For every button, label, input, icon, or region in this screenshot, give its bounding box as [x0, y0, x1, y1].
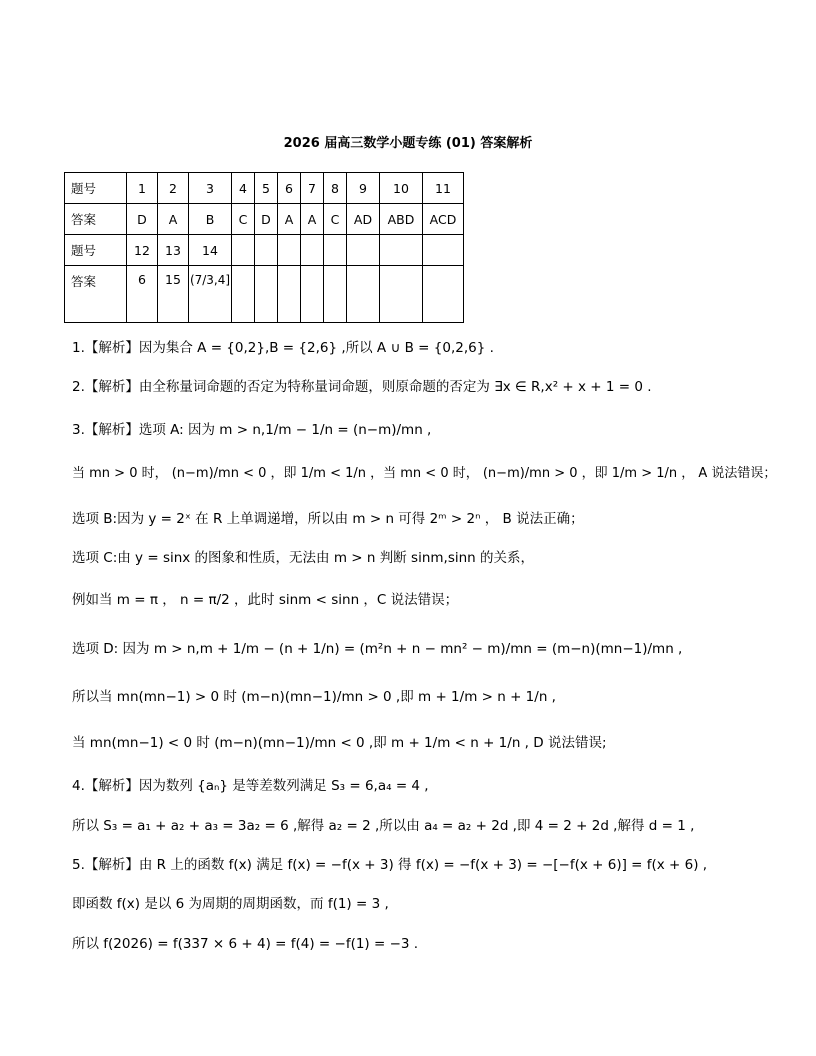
- table-cell: [347, 235, 380, 266]
- table-cell: [232, 266, 255, 323]
- table-cell: [255, 266, 278, 323]
- table-cell: 6: [278, 173, 301, 204]
- table-cell: ABD: [380, 204, 423, 235]
- solution-3-case-a: 当 mn > 0 时， (n−m)/mn < 0 ，即 1/m < 1/n ，当 mn < 0 时， (n−m)/mn > 0 ，即 1/m > 1/n ， A 说法错误；: [72, 466, 777, 481]
- table-cell: 15: [158, 266, 189, 323]
- table-row: [65, 266, 464, 323]
- table-cell: [324, 235, 347, 266]
- table-row: [65, 204, 464, 235]
- table-cell: [301, 266, 324, 323]
- table-cell: 13: [158, 235, 189, 266]
- table-cell: 8: [324, 173, 347, 204]
- table-cell: B: [189, 204, 232, 235]
- row-header: 题号: [65, 173, 127, 204]
- table-cell: [380, 266, 423, 323]
- table-row: [65, 173, 464, 204]
- table-cell: 1: [127, 173, 158, 204]
- table-cell: [423, 235, 464, 266]
- table-cell: [301, 235, 324, 266]
- table-cell: D: [255, 204, 278, 235]
- table-cell: C: [232, 204, 255, 235]
- table-cell: 3: [189, 173, 232, 204]
- table-cell: A: [301, 204, 324, 235]
- table-cell: 9: [347, 173, 380, 204]
- table-cell: [278, 235, 301, 266]
- interval-answer: (7/3,4]: [189, 273, 231, 287]
- row-header: 题号: [65, 235, 127, 266]
- table-cell: 14: [189, 235, 232, 266]
- solution-3-option-c: 选项 C:由 y = sinx 的图象和性质，无法由 m > n 判断 sinm,sinn 的关系，: [72, 550, 535, 566]
- page-title: 2026 届高三数学小题专练 (01) 答案解析: [283, 136, 533, 151]
- table-cell: 7: [301, 173, 324, 204]
- solution-3-option-b: 选项 B:因为 y = 2ˣ 在 R 上单调递增，所以由 m > n 可得 2ᵐ > 2ⁿ ， B 说法正确；: [72, 511, 584, 527]
- row-header: 答案: [65, 204, 127, 235]
- table-cell: ACD: [423, 204, 464, 235]
- table-cell: [423, 266, 464, 323]
- table-cell: A: [278, 204, 301, 235]
- table-cell: 5: [255, 173, 278, 204]
- table-cell: [324, 266, 347, 323]
- solution-4: 4.【解析】因为数列 {aₙ} 是等差数列满足 S₃ = 6,a₄ = 4 ,: [72, 778, 429, 794]
- table-row: [65, 235, 464, 266]
- solution-5: 5.【解析】由 R 上的函数 f(x) 满足 f(x) = −f(x + 3) 得 f(x) = −f(x + 3) = −[−f(x + 6)] = f(x + 6) ,: [72, 857, 708, 873]
- table-cell: [278, 266, 301, 323]
- solution-5-period: 即函数 f(x) 是以 6 为周期的周期函数，而 f(1) = 3 ,: [72, 896, 389, 912]
- solution-5-result: 所以 f(2026) = f(337 × 6 + 4) = f(4) = −f(1) = −3 .: [72, 936, 419, 952]
- solution-3-case-negative: 当 mn(mn−1) < 0 时 (m−n)(mn−1)/mn < 0 ,即 m + 1/m < n + 1/n , D 说法错误;: [72, 735, 607, 751]
- row-header: 答案: [65, 266, 127, 323]
- table-cell: [255, 235, 278, 266]
- table-cell: 10: [380, 173, 423, 204]
- table-cell: [380, 235, 423, 266]
- solution-3: 3.【解析】选项 A: 因为 m > n,1/m − 1/n = (n−m)/mn ,: [72, 422, 432, 438]
- solution-3-example: 例如当 m = π ， n = π/2 ，此时 sinm < sinn ，C 说法错误；: [72, 592, 459, 608]
- table-cell: [189, 266, 232, 323]
- table-cell: 2: [158, 173, 189, 204]
- table-cell: A: [158, 204, 189, 235]
- table-cell: 12: [127, 235, 158, 266]
- solution-3-case-positive: 所以当 mn(mn−1) > 0 时 (m−n)(mn−1)/mn > 0 ,即 m + 1/m > n + 1/n ,: [72, 689, 556, 705]
- table-cell: 4: [232, 173, 255, 204]
- table-cell: D: [127, 204, 158, 235]
- table-cell: 11: [423, 173, 464, 204]
- solution-3-option-d: 选项 D: 因为 m > n,m + 1/m − (n + 1/n) = (m²n + n − mn² − m)/mn = (m−n)(mn−1)/mn ,: [72, 641, 683, 657]
- table-cell: [347, 266, 380, 323]
- answer-table: [64, 172, 464, 323]
- table-cell: AD: [347, 204, 380, 235]
- solution-2: 2.【解析】由全称量词命题的否定为特称量词命题，则原命题的否定为 ∃x ∈ R,x² + x + 1 = 0 .: [72, 379, 652, 395]
- table-cell: [232, 235, 255, 266]
- solution-4-step: 所以 S₃ = a₁ + a₂ + a₃ = 3a₂ = 6 ,解得 a₂ = 2 ,所以由 a₄ = a₂ + 2d ,即 4 = 2 + 2d ,解得 d = 1 ,: [72, 818, 695, 834]
- table-cell: C: [324, 204, 347, 235]
- table-cell: 6: [127, 266, 158, 323]
- solution-1: 1.【解析】因为集合 A = {0,2},B = {2,6} ,所以 A ∪ B = {0,2,6} .: [72, 340, 494, 356]
